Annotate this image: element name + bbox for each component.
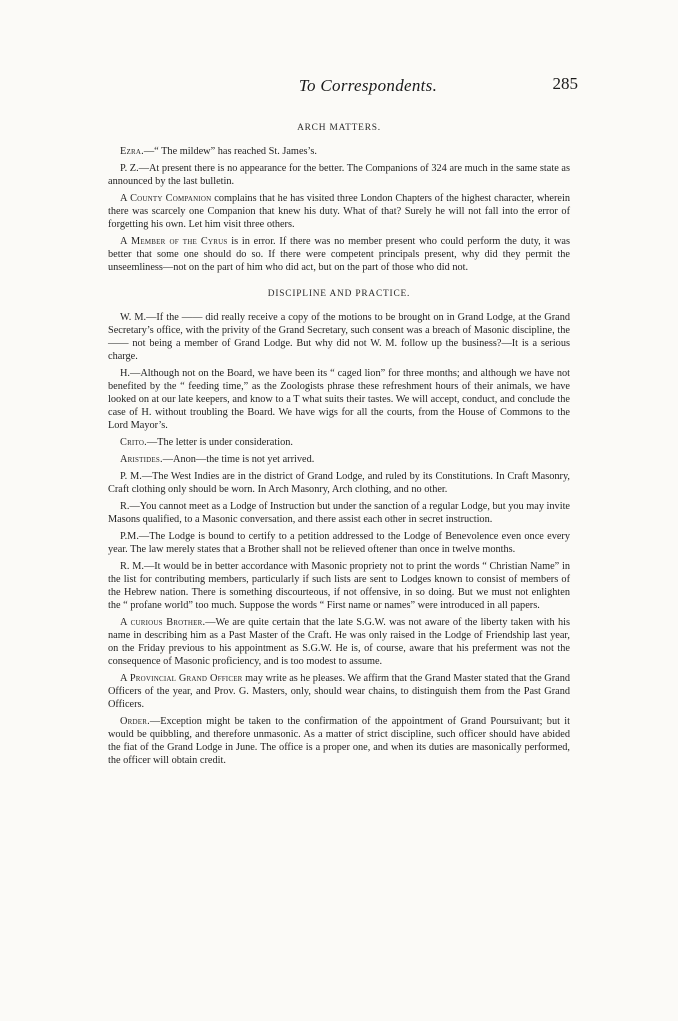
paragraph-text: —It would be in better accordance with Masonic propriety not to print the words “ Christian Name” in the list for contributing members, particularly if such lists are sent to Lodges known to consist of members of the Hebrew nation. There is something discourteous, if not offensive, in so doing. But we must not enlighten the “ profane world” too much. Suppose the words “ First name or names” were introduced in all papers. <box>108 561 570 611</box>
page-body <box>108 122 570 771</box>
paragraph <box>108 500 570 526</box>
paragraph-lead: P. M. <box>120 471 142 482</box>
paragraph-text: complains that he has visited three London Chapters of the highest character, wherein there was scarcely one Companion that knew his duty. What of that? Surely he will not fall into the error of forgetting his own. Let him visit three others. <box>108 193 570 230</box>
paragraph-text: —We are quite certain that the late S.G.W. was not aware of the liberty taken with his name in describing him as a Past Master of the Craft. He was only raised in the Lodge of Friendship last year, on the Friday previous to his appointment as S.G.W. He is, of course, aware that his preferment was not the consequence of Masonic proficiency, and is too modest to assume. <box>108 617 570 667</box>
paragraph-lead: A Member of the Cyrus <box>120 236 228 247</box>
paragraph <box>108 530 570 556</box>
paragraph-lead: Order. <box>120 716 150 727</box>
page-number: 285 <box>552 74 578 93</box>
paragraph <box>108 470 570 496</box>
paragraph-text: —The letter is under consideration. <box>146 437 293 448</box>
paragraph <box>108 616 570 668</box>
paragraph-lead: P. Z. <box>120 163 139 174</box>
paragraph-lead: P.M. <box>120 531 139 542</box>
paragraph-text: —You cannot meet as a Lodge of Instruction but under the sanction of a regular Lodge, but you may invite Masons qualified, to a Masonic conversation, and there assist each other in secret instruction. <box>108 501 570 525</box>
paragraph <box>108 436 570 449</box>
paragraph-lead: H. <box>120 368 131 379</box>
paragraph <box>108 311 570 363</box>
paragraph-lead: R. <box>120 501 130 512</box>
paragraph-text: —The West Indies are in the district of Grand Lodge, and ruled by its Constitutions. In Craft Masonry, Craft clothing only should be worn. In Arch Masonry, Arch clothing, and no other. <box>108 471 570 495</box>
paragraph-text: —Exception might be taken to the confirmation of the appointment of Grand Poursuivant; but it would be quibbling, and therefore unmasonic. As a matter of strict discipline, such officer should have abided the fiat of the Grand Lodge in June. The office is a proper one, and when its duties are masonically performed, the officer will obtain credit. <box>108 716 570 766</box>
paragraph-lead: A County Companion <box>120 193 212 204</box>
paragraph-text: —The Lodge is bound to certify to a petition addressed to the Lodge of Benevolence even once every year. The law merely states that a Brother shall not be relieved oftener than once in twelve months. <box>108 531 570 555</box>
paragraph <box>108 367 570 432</box>
paragraph <box>108 235 570 274</box>
paragraph-text: —“ The mildew” has reached St. James’s. <box>143 146 317 157</box>
paragraph-lead: Ezra. <box>120 146 144 157</box>
paragraph-text: may write as he pleases. We affirm that the Grand Master stated that the Grand Officers of the year, and Prov. G. Masters, only, should wear chains, to distinguish them from the Past Grand Officers. <box>108 673 570 710</box>
paragraph-lead: A Provincial Grand Officer <box>120 673 243 684</box>
paragraph-text: —At present there is no appearance for the better. The Companions of 324 are much in the same state as announced by the last bulletin. <box>108 163 570 187</box>
paragraph-lead: W. M. <box>120 312 147 323</box>
paragraph-lead: R. M. <box>120 561 144 572</box>
paragraph-lead: A curious Brother. <box>120 617 206 628</box>
paragraph-lead: Crito. <box>120 437 147 448</box>
paragraph-text: —If the —— did really receive a copy of the motions to be brought on in Grand Lodge, at the Grand Secretary’s office, with the privity of the Grand Secretary, such consent was a breach of Masonic discipline, the —— not being a member of Grand Lodge. But why did not W. M. follow up the business?—It is a serious charge. <box>108 312 570 362</box>
paragraph <box>108 715 570 767</box>
paragraph <box>108 192 570 231</box>
paragraph-text: is in error. If there was no member present who could perform the duty, it was better that some one should do so. If there were competent principals present, why did they permit the unseemliness—not on the part of him who did act, but on the part of those who did not. <box>108 236 570 273</box>
paragraph-text: —Although not on the Board, we have been its “ caged lion” for three months; and although we have not benefited by the “ feeding time,” as the Zoologists phrase these refreshment hours of their animals, we have looked on at our late keepers, and know to a T what suits their tastes. We will accept, conduct, and conclude the case of H. without troubling the Board. We have wigs for all the courts, from the House of Commons to the Lord Mayor’s. <box>108 368 570 431</box>
section-heading-discipline-and-practice: DISCIPLINE AND PRACTICE. <box>267 289 411 299</box>
paragraph <box>108 145 570 158</box>
paragraph-lead: Aristides. <box>120 454 163 465</box>
paragraph <box>108 560 570 612</box>
section-heading-arch-matters: ARCH MATTERS. <box>297 123 381 133</box>
paragraph <box>108 672 570 711</box>
paragraph <box>108 453 570 466</box>
page-header <box>108 76 578 100</box>
paragraph <box>108 162 570 188</box>
paragraph-text: —Anon—the time is not yet arrived. <box>162 454 315 465</box>
running-title: To Correspondents. <box>298 76 438 95</box>
